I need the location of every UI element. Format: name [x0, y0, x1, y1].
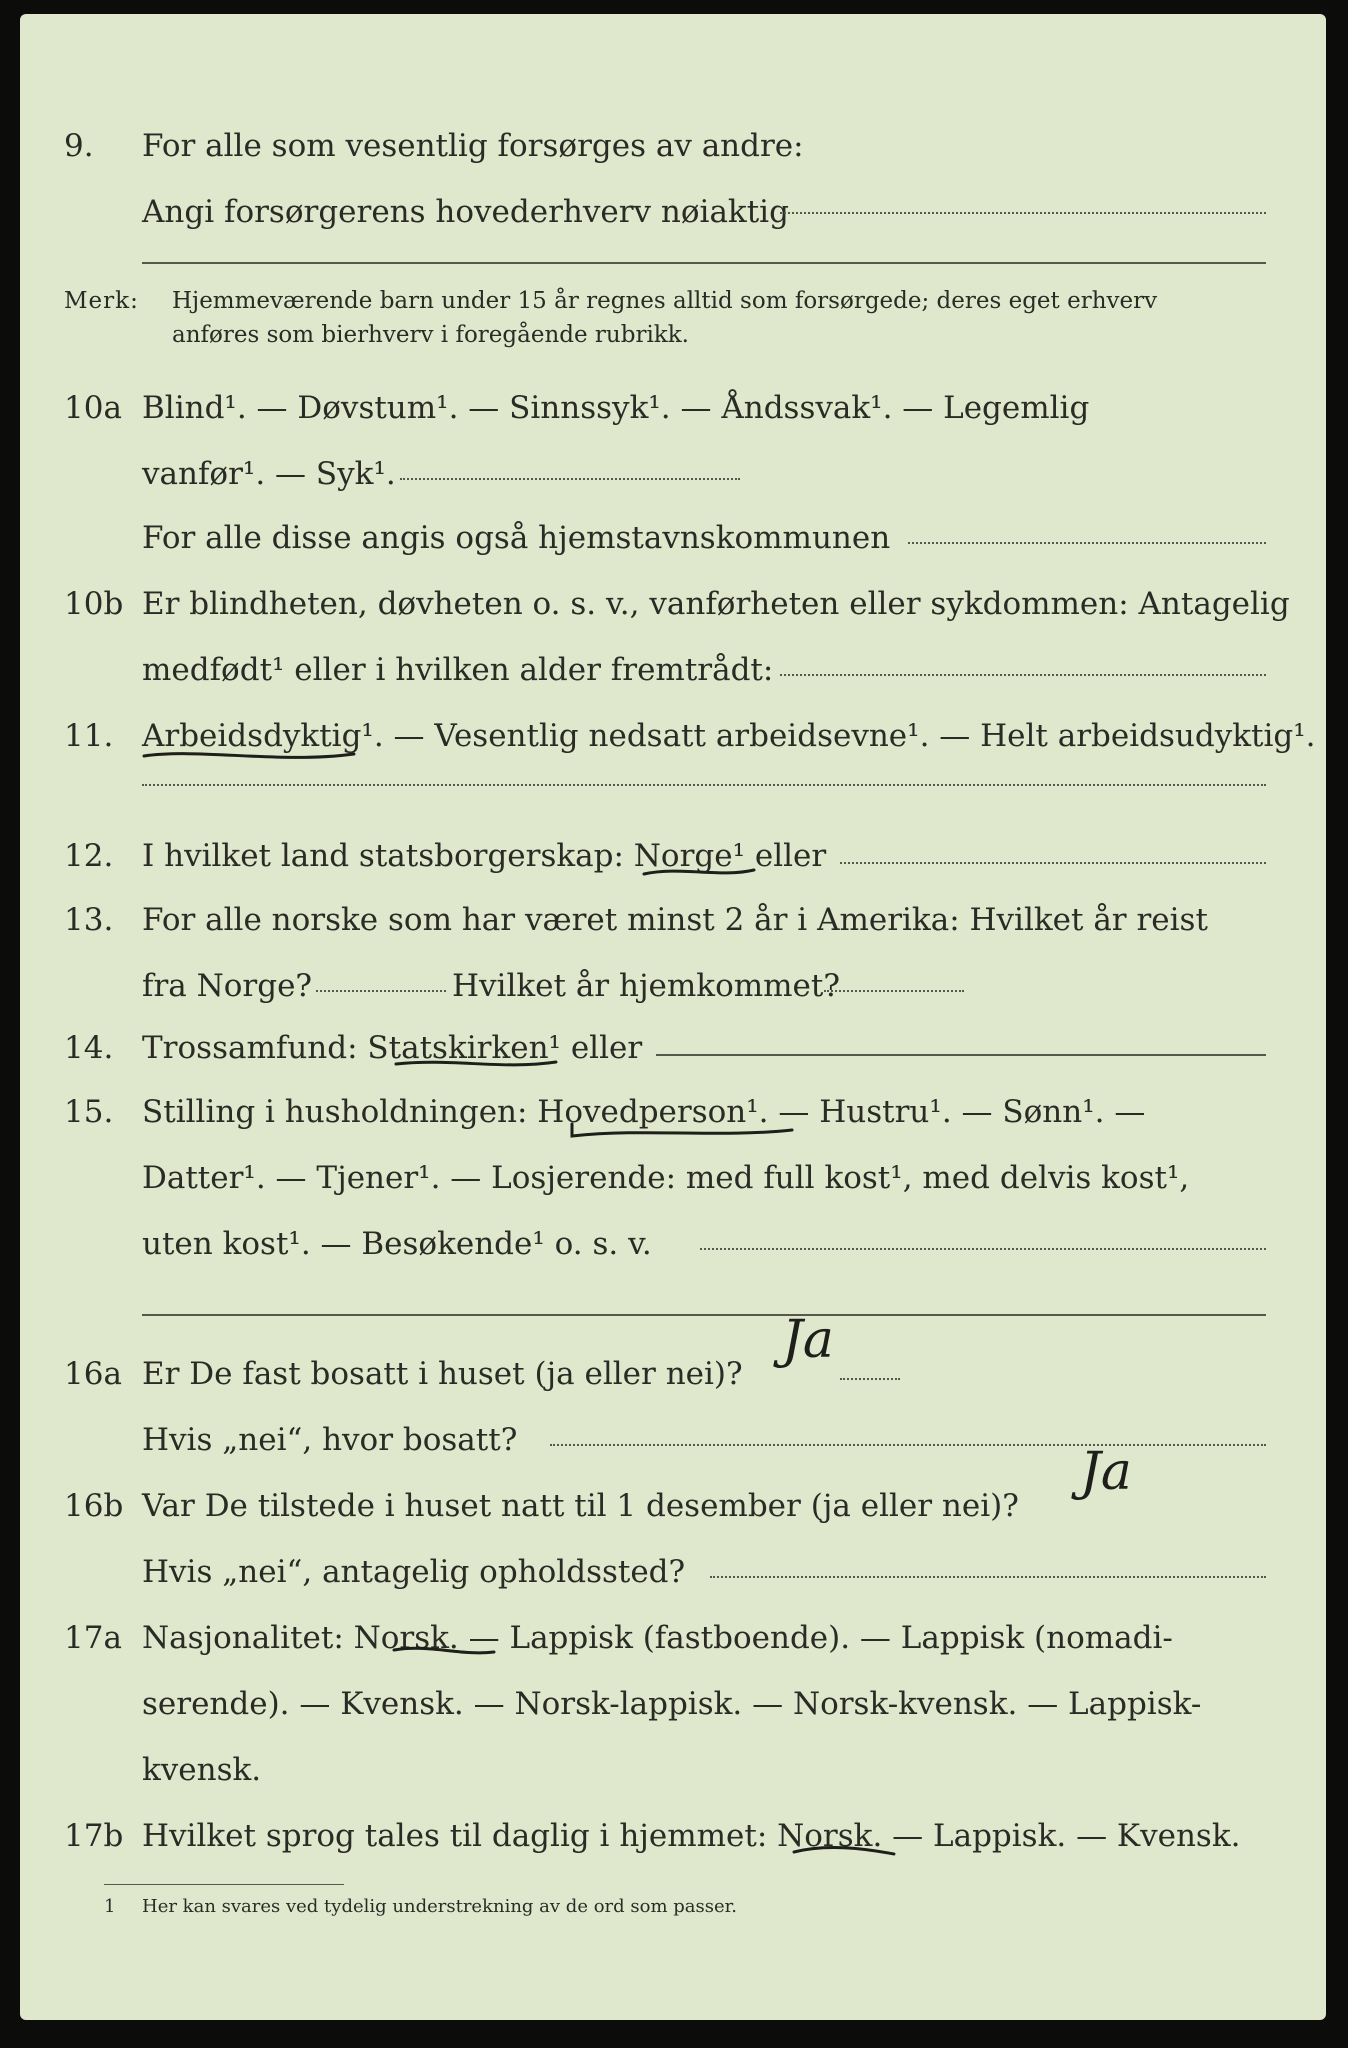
handwritten-underline [568, 1118, 798, 1144]
handwritten-underline [640, 860, 760, 884]
answer-line[interactable] [142, 1314, 1266, 1316]
question-17a-line-3 [20, 1738, 1326, 1802]
question-text: Blind¹. — Døvstum¹. — Sinnssyk¹. — Åndssvak¹. — Legemlig [142, 390, 1090, 426]
question-number: 9. [64, 128, 94, 164]
answer-line[interactable] [400, 478, 740, 480]
question-text: For alle disse angis også hjemstavnskommunen [142, 520, 891, 556]
question-14 [20, 1016, 1326, 1080]
answer-line[interactable] [840, 862, 1266, 864]
question-text: Nasjonalitet: Norsk. — Lappisk (fastboende). — Lappisk (nomadi- [142, 1620, 1173, 1656]
question-10a-line-2 [20, 442, 1326, 506]
handwritten-underline [790, 1840, 900, 1864]
merk-text: Hjemmeværende barn under 15 år regnes alltid som forsørgede; deres eget erhverv [172, 288, 1158, 314]
question-17a [20, 1606, 1326, 1670]
question-10b-line-2 [20, 638, 1326, 702]
merk-text: anføres som bierhverv i foregående rubrikk. [172, 322, 689, 348]
question-text: Er blindheten, døvheten o. s. v., vanførheten eller sykdommen: Antagelig [142, 586, 1290, 622]
question-text: Trossamfund: Statskirken¹ eller [142, 1030, 643, 1066]
answer-line[interactable] [550, 1444, 1266, 1446]
question-13 [20, 888, 1326, 952]
handwritten-underline [140, 738, 360, 768]
question-number: 14. [64, 1030, 114, 1066]
question-text: uten kost¹. — Besøkende¹ o. s. v. [142, 1226, 652, 1262]
answer-line[interactable] [142, 784, 1266, 786]
handwritten-underline [390, 1640, 500, 1664]
question-text: kvensk. [142, 1752, 262, 1788]
footnote-rule [104, 1884, 344, 1885]
answer-line[interactable] [824, 990, 964, 992]
question-17a-line-2 [20, 1672, 1326, 1736]
question-number: 10b [64, 586, 124, 622]
footnote-text: Her kan svares ved tydelig understrekning av de ord som passer. [142, 1896, 737, 1917]
question-text: Hvis „nei“, hvor bosatt? [142, 1422, 518, 1458]
question-text: For alle norske som har været minst 2 år i Amerika: Hvilket år reist [142, 902, 1208, 938]
question-number: 10a [64, 390, 122, 426]
question-text: Hvis „nei“, antagelig opholdssted? [142, 1554, 686, 1590]
question-text: medfødt¹ eller i hvilken alder fremtrådt: [142, 652, 774, 688]
answer-line[interactable] [840, 1378, 900, 1380]
question-text: Hvilket år hjemkommet? [452, 968, 840, 1004]
question-number: 16b [64, 1488, 124, 1524]
handwritten-underline [392, 1052, 562, 1076]
answer-line[interactable] [700, 1248, 1266, 1250]
question-number: 12. [64, 838, 114, 874]
question-10a-line-3 [20, 506, 1326, 570]
question-text: Stilling i husholdningen: Hovedperson¹. — Hustru¹. — Sønn¹. — [142, 1094, 1146, 1130]
answer-line[interactable] [142, 262, 1266, 264]
question-number: 16a [64, 1356, 122, 1392]
merk-label: Merk: [64, 288, 139, 314]
question-text: I hvilket land statsborgerskap: Norge¹ eller [142, 838, 827, 874]
question-9 [20, 114, 1326, 178]
question-text: Datter¹. — Tjener¹. — Losjerende: med full kost¹, med delvis kost¹, [142, 1160, 1190, 1196]
question-text: vanfør¹. — Syk¹. [142, 456, 396, 492]
answer-line[interactable] [780, 674, 1266, 676]
question-15-line-2 [20, 1146, 1326, 1210]
question-16b-line-2 [20, 1540, 1326, 1604]
question-10a [20, 376, 1326, 440]
census-form-page [20, 14, 1326, 2020]
handwritten-answer: Ja [782, 1310, 834, 1370]
question-text: Angi forsørgerens hovederhverv nøiaktig [142, 194, 789, 230]
question-text: serende). — Kvensk. — Norsk-lappisk. — Norsk-kvensk. — Lappisk- [142, 1686, 1202, 1722]
question-13-line-2 [20, 954, 1326, 1018]
question-text: fra Norge? [142, 968, 313, 1004]
question-number: 13. [64, 902, 114, 938]
question-16a [20, 1342, 1326, 1406]
question-text: Er De fast bosatt i huset (ja eller nei)? [142, 1356, 743, 1392]
question-text: Arbeidsdyktig¹. — Vesentlig nedsatt arbeidsevne¹. — Helt arbeidsudyktig¹. [142, 718, 1316, 754]
answer-line[interactable] [908, 542, 1266, 544]
question-10b [20, 572, 1326, 636]
handwritten-answer: Ja [1080, 1442, 1132, 1502]
answer-line[interactable] [710, 1576, 1266, 1578]
question-number: 11. [64, 718, 114, 754]
question-number: 15. [64, 1094, 114, 1130]
question-number: 17a [64, 1620, 122, 1656]
question-number: 17b [64, 1818, 124, 1854]
question-text: Hvilket sprog tales til daglig i hjemmet: Norsk. — Lappisk. — Kvensk. [142, 1818, 1241, 1854]
answer-line[interactable] [316, 990, 446, 992]
question-15-line-3 [20, 1212, 1326, 1276]
question-text: Var De tilstede i huset natt til 1 desember (ja eller nei)? [142, 1488, 1019, 1524]
answer-line[interactable] [780, 212, 1266, 214]
question-17b [20, 1804, 1326, 1868]
footnote-mark: 1 [104, 1896, 116, 1917]
answer-line[interactable] [656, 1054, 1266, 1056]
question-text: For alle som vesentlig forsørges av andre: [142, 128, 804, 164]
